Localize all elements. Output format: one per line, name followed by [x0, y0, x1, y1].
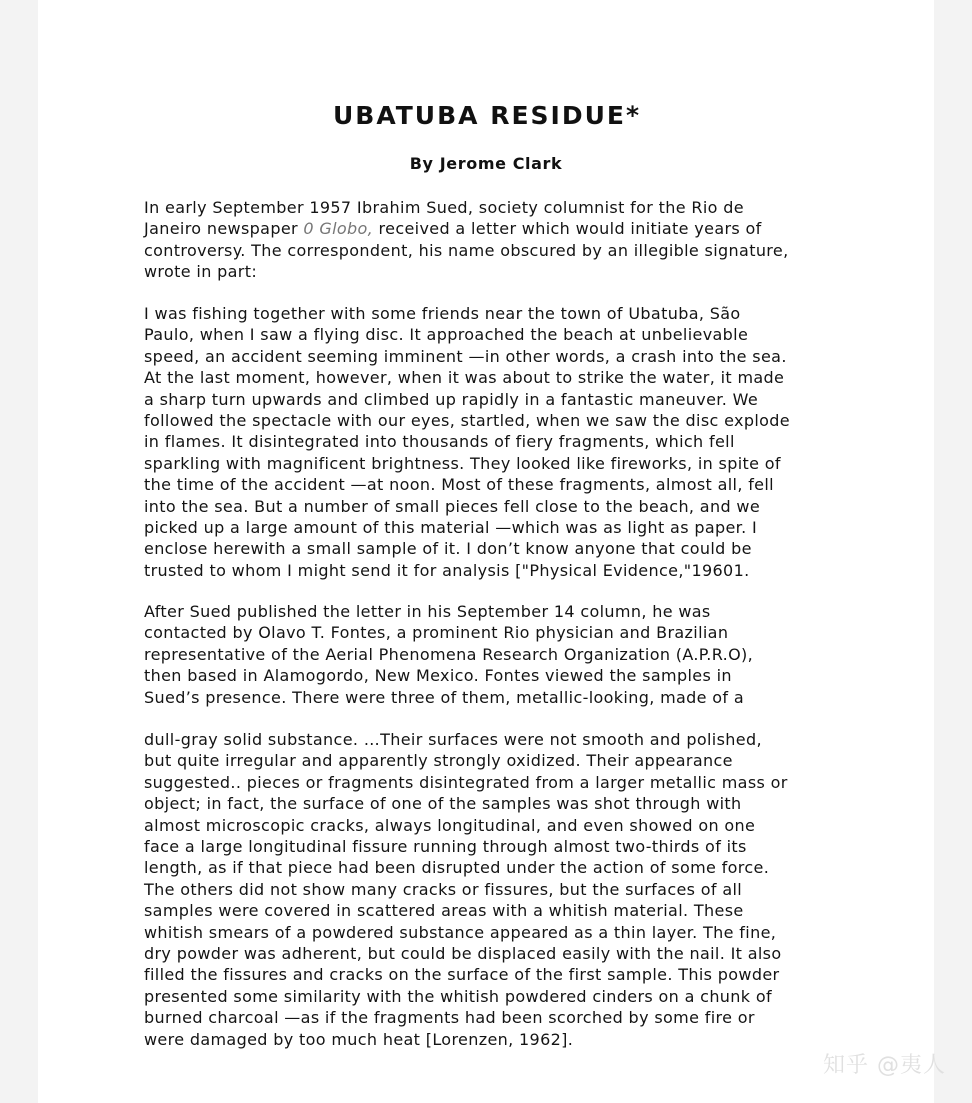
text-line: object; in fact, the surface of one of the samples was shot through with [144, 794, 742, 814]
author-byline: By Jerome Clark [409, 154, 563, 173]
paragraph-intro [144, 197, 789, 283]
text-line: the time of the accident —at noon. Most of these fragments, almost all, fell [144, 475, 774, 495]
text-line: a sharp turn upwards and climbed up rapidly in a fantastic maneuver. We [144, 389, 759, 409]
text-line: then based in Alamogordo, New Mexico. Fontes viewed the samples in [144, 666, 732, 686]
text-line: suggested.. pieces or fragments disintegrated from a larger metallic mass or [144, 772, 788, 792]
text-line: Janeiro newspaper 0 Globo, received a letter which would initiate years of [144, 219, 762, 239]
text-line: burned charcoal —as if the fragments had been scorched by some fire or [144, 1008, 755, 1028]
text-line: contacted by Olavo T. Fontes, a prominent Rio physician and Brazilian [144, 623, 729, 643]
text-line: Sued’s presence. There were three of them, metallic-looking, made of a [144, 687, 745, 707]
text-line: whitish smears of a powdered substance appeared as a thin layer. The fine, [144, 922, 777, 942]
text-line: wrote in part: [144, 262, 258, 282]
text-line: into the sea. But a number of small pieces fell close to the beach, and we [144, 496, 761, 516]
text-line: Paulo, when I saw a flying disc. It approached the beach at unbelievable [144, 325, 749, 345]
text-line: length, as if that piece had been disrupted under the action of some force. [144, 858, 770, 878]
text-line: I was fishing together with some friends near the town of Ubatuba, São [144, 304, 741, 323]
text-line: presented some similarity with the whitish powdered cinders on a chunk of [144, 986, 772, 1006]
text-line: almost microscopic cracks, always longitudinal, and even showed on one [144, 815, 756, 835]
text-line: enclose herewith a small sample of it. I don’t know anyone that could be [144, 539, 752, 559]
paragraph-letter-quote [144, 303, 790, 581]
zhihu-watermark: 知乎 @夷人 [823, 1053, 946, 1078]
paragraph-fontes [144, 601, 753, 708]
text-line: speed, an accident seeming imminent —in other words, a crash into the sea. [144, 346, 787, 366]
text-line: dry powder was adherent, but could be displaced easily with the nail. It also [144, 944, 782, 964]
text-line: representative of the Aerial Phenomena Research Organization (A.P.R.O), [144, 644, 754, 664]
text-line: controversy. The correspondent, his name obscured by an illegible signature, [144, 240, 789, 260]
text-line: in flames. It disintegrated into thousands of fiery fragments, which fell [144, 432, 735, 452]
text-line: samples were covered in scattered areas with a whitish material. These [144, 901, 744, 921]
text-line: The others did not show many cracks or fissures, but the surfaces of all [144, 879, 743, 899]
text-line: trusted to whom I might send it for analysis ["Physical Evidence,"19601. [144, 560, 750, 580]
text-line: After Sued published the letter in his September 14 column, he was [144, 602, 711, 621]
text-line: followed the spectacle with our eyes, startled, when we saw the disc explode [144, 411, 790, 431]
text-line: dull-gray solid substance. …Their surfaces were not smooth and polished, [144, 730, 762, 749]
text-line: filled the fissures and cracks on the surface of the first sample. This powder [144, 965, 780, 985]
text-line: face a large longitudinal fissure running through almost two-thirds of its [144, 837, 747, 857]
text-line: At the last moment, however, when it was about to strike the water, it made [144, 368, 785, 388]
newspaper-name: 0 Globo, [303, 219, 374, 239]
text-line: but quite irregular and apparently strongly oxidized. Their appearance [144, 751, 733, 771]
text-line: In early September 1957 Ibrahim Sued, society columnist for the Rio de [144, 198, 744, 217]
text-line: picked up a large amount of this material —which was as light as paper. I [144, 518, 758, 538]
text-line: were damaged by too much heat [Lorenzen, 1962]. [144, 1029, 574, 1049]
text-line: sparkling with magnificent brightness. They looked like fireworks, in spite of [144, 453, 781, 473]
document-title: UBATUBA RESIDUE* [332, 101, 642, 130]
paragraph-samples-quote [144, 729, 788, 1050]
